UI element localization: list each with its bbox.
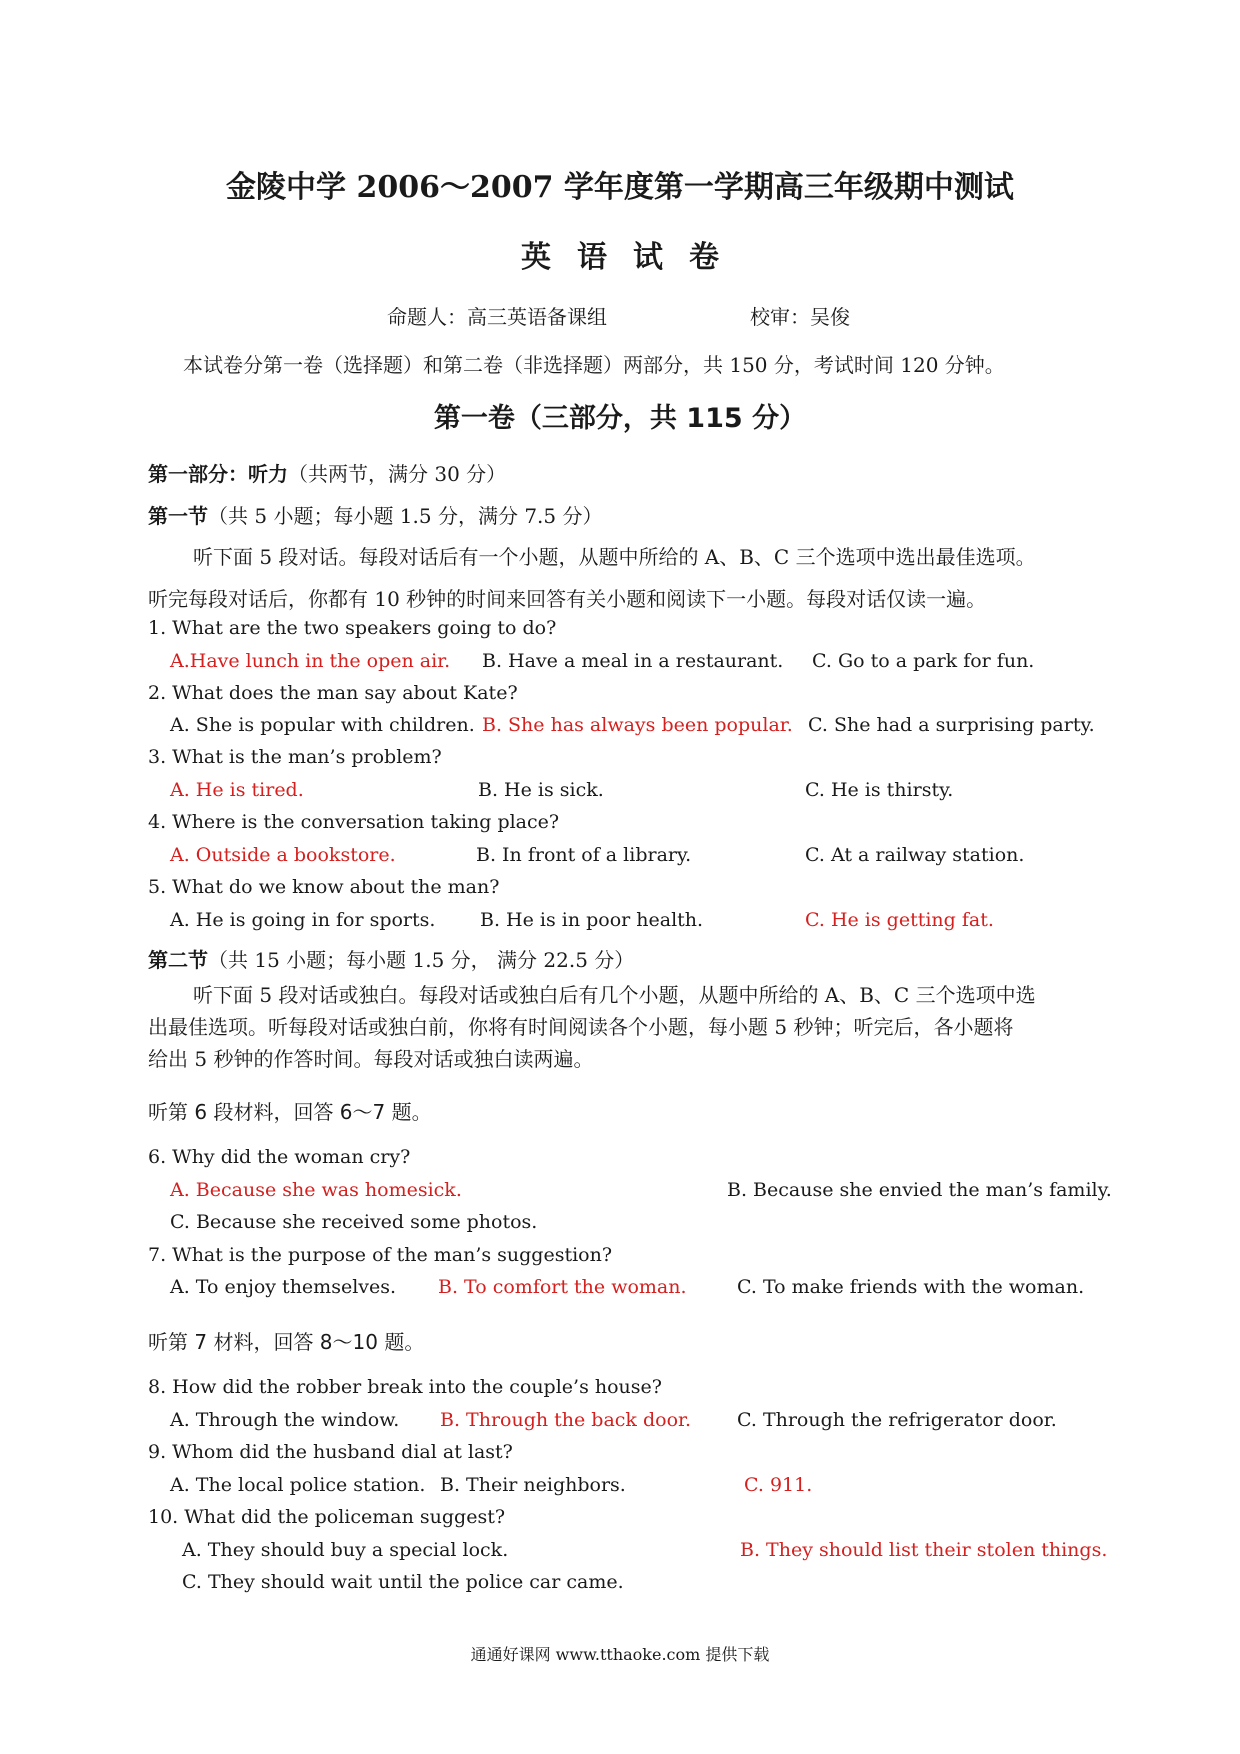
q9-option-b: B. Their neighbors. xyxy=(440,1474,626,1496)
question-8: 8. How did the robber break into the couple’s house? xyxy=(148,1376,662,1398)
q1-option-b: B. Have a meal in a restaurant. xyxy=(482,650,784,672)
section2-label: 第二节 xyxy=(148,948,208,972)
question-7: 7. What is the purpose of the man’s suggestion? xyxy=(148,1244,613,1266)
q10-option-c: C. They should wait until the police car came. xyxy=(182,1571,624,1593)
part1-label: 第一部分：听力 xyxy=(148,462,288,486)
q5-option-a: A. He is going in for sports. xyxy=(170,909,436,931)
q2-option-c: C. She had a surprising party. xyxy=(808,714,1095,736)
q3-option-c: C. He is thirsty. xyxy=(805,779,954,801)
exam-intro: 本试卷分第一卷（选择题）和第二卷（非选择题）两部分，共 150 分，考试时间 120 分钟。 xyxy=(183,353,1005,377)
section2-instructions-3: 给出 5 秒钟的作答时间。每段对话或独白读两遍。 xyxy=(148,1047,594,1071)
question-5: 5. What do we know about the man? xyxy=(148,876,500,898)
exam-title: 金陵中学 2006～2007 学年度第一学期高三年级期中测试 xyxy=(226,170,1014,205)
page-footer: 通通好课网 www.tthaoke.com 提供下载 xyxy=(470,1645,770,1664)
q8-option-b: B. Through the back door. xyxy=(440,1409,692,1431)
section1-instructions-1: 听下面 5 段对话。每段对话后有一个小题，从题中所给的 A、B、C 三个选项中选出最佳选项。 xyxy=(193,545,1036,569)
q9-option-a: A. The local police station. xyxy=(170,1474,426,1496)
q8-option-a: A. Through the window. xyxy=(170,1409,400,1431)
q2-option-a: A. She is popular with children. xyxy=(170,714,475,736)
section2-heading xyxy=(148,944,634,973)
q3-option-a: A. He is tired. xyxy=(170,779,304,801)
section2-instructions-2: 出最佳选项。听每段对话或独白前，你将有时间阅读各个小题，每小题 5 秒钟；听完后，各小题将 xyxy=(148,1015,1014,1039)
q2-option-b: B. She has always been popular. xyxy=(482,714,793,736)
material-6-heading: 听第 6 段材料，回答 6～7 题。 xyxy=(148,1100,432,1124)
q6-option-b: B. Because she envied the man’s family. xyxy=(727,1179,1112,1201)
q8-option-c: C. Through the refrigerator door. xyxy=(737,1409,1057,1431)
question-9: 9. Whom did the husband dial at last? xyxy=(148,1441,513,1463)
question-6: 6. Why did the woman cry? xyxy=(148,1146,411,1168)
question-10: 10. What did the policeman suggest? xyxy=(148,1506,506,1528)
section1-heading xyxy=(148,500,602,529)
volume1-title: 第一卷（三部分，共 115 分） xyxy=(433,403,807,434)
q10-option-b: B. They should list their stolen things. xyxy=(740,1539,1108,1561)
q9-option-c: C. 911. xyxy=(744,1474,813,1496)
q1-option-a: A.Have lunch in the open air. xyxy=(170,650,451,672)
q1-option-c: C. Go to a park for fun. xyxy=(812,650,1035,672)
q10-option-a: A. They should buy a special lock. xyxy=(182,1539,509,1561)
q4-option-a: A. Outside a bookstore. xyxy=(170,844,396,866)
section2-note: （共 15 小题；每小题 1.5 分， 满分 22.5 分） xyxy=(208,948,635,972)
question-4: 4. Where is the conversation taking place? xyxy=(148,811,560,833)
setter-credit: 命题人：高三英语备课组 xyxy=(387,305,607,329)
exam-subtitle: 英语试卷 xyxy=(521,240,745,275)
question-1: 1. What are the two speakers going to do? xyxy=(148,617,557,639)
q7-option-a: A. To enjoy themselves. xyxy=(170,1276,397,1298)
q4-option-c: C. At a railway station. xyxy=(805,844,1025,866)
q4-option-b: B. In front of a library. xyxy=(476,844,692,866)
q3-option-b: B. He is sick. xyxy=(478,779,604,801)
part1-note: （共两节，满分 30 分） xyxy=(288,462,507,486)
q6-option-c: C. Because she received some photos. xyxy=(170,1211,538,1233)
q6-option-a: A. Because she was homesick. xyxy=(170,1179,462,1201)
reviewer-credit: 校审：吴俊 xyxy=(750,305,850,329)
section1-instructions-2: 听完每段对话后，你都有 10 秒钟的时间来回答有关小题和阅读下一小题。每段对话仅读一遍。 xyxy=(148,587,987,611)
q5-option-c: C. He is getting fat. xyxy=(805,909,994,931)
part1-heading xyxy=(148,458,506,487)
q5-option-b: B. He is in poor health. xyxy=(480,909,704,931)
section1-note: （共 5 小题；每小题 1.5 分，满分 7.5 分） xyxy=(208,504,603,528)
question-3: 3. What is the man’s problem? xyxy=(148,746,442,768)
section2-instructions-1: 听下面 5 段对话或独白。每段对话或独白后有几个小题，从题中所给的 A、B、C 三个选项中选 xyxy=(193,983,1036,1007)
question-2: 2. What does the man say about Kate? xyxy=(148,682,518,704)
section1-label: 第一节 xyxy=(148,504,208,528)
q7-option-b: B. To comfort the woman. xyxy=(438,1276,687,1298)
material-7-heading: 听第 7 材料，回答 8～10 题。 xyxy=(148,1330,425,1354)
q7-option-c: C. To make friends with the woman. xyxy=(737,1276,1085,1298)
